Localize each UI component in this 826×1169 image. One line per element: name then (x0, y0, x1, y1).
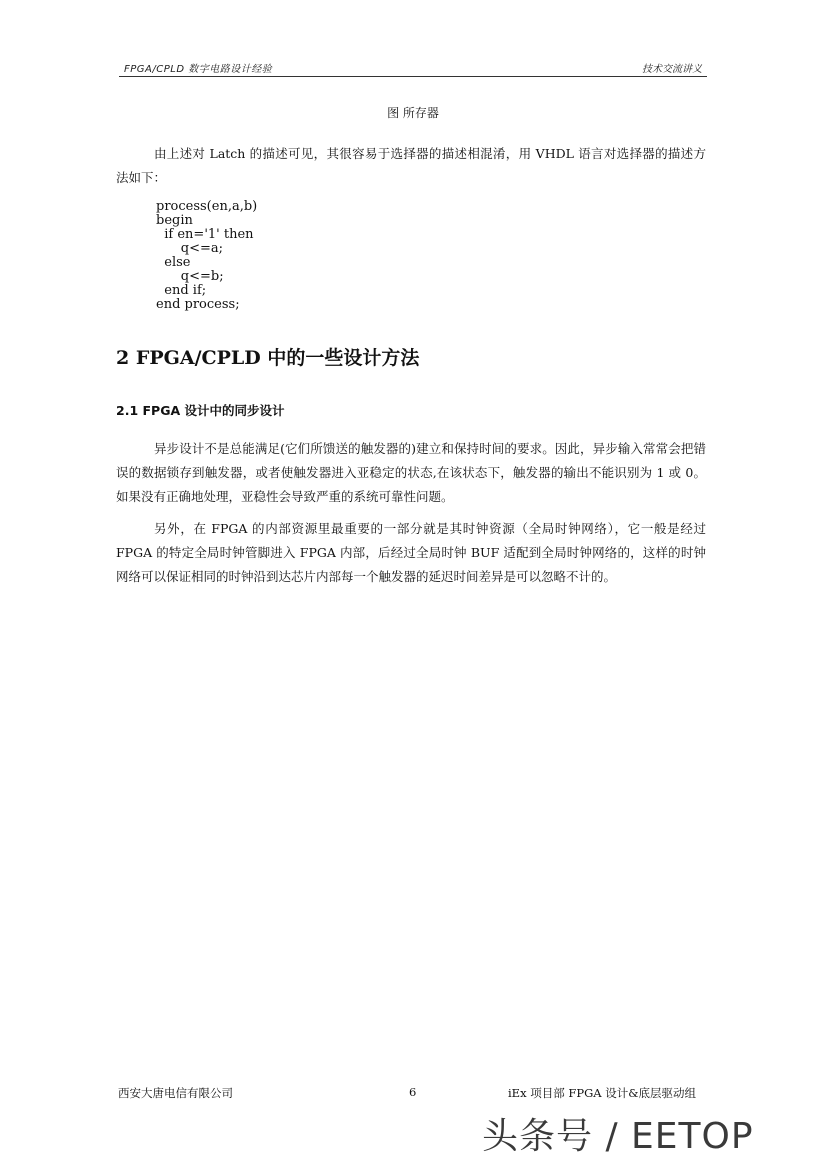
vhdl-code-block: process(en,a,b) begin if en='1' then q<=a; else q<=b; end if; end process; (156, 199, 258, 312)
header-rule (119, 76, 707, 77)
paragraph-latch-description: 由上述对 Latch 的描述可见，其很容易于选择器的描述相混淆，用 VHDL 语言对选择器的描述方法如下： (116, 146, 706, 185)
paragraph-clock-resources: 另外，在 FPGA 的内部资源里最重要的一部分就是其时钟资源（全局时钟网络），它一般是经过 FPGA 的特定全局时钟管脚进入 FPGA 内部，后经过全局时钟 BUF 适配到全局时钟网络的，这样的时钟网络可以保证相同的时钟沿到达芯片内部每一个触发器的延迟时间差异是可以忽略不计的。 (116, 521, 706, 584)
footer-department: iEx 项目部 FPGA 设计&底层驱动组 (508, 1086, 696, 1100)
paragraph-async-design: 异步设计不是总能满足(它们所馈送的触发器的)建立和保持时间的要求。因此，异步输入常常会把错误的数据锁存到触发器，或者使触发器进入亚稳定的状态,在该状态下，触发器的输出不能识别为 1 或 0。如果没有正确地处理，亚稳性会导致严重的系统可靠性问题。 (116, 441, 706, 504)
page-number: 6 (409, 1085, 417, 1099)
subsection-heading: 2.1 FPGA 设计中的同步设计 (116, 403, 285, 418)
section-heading: 2 FPGA/CPLD 中的一些设计方法 (116, 347, 420, 369)
figure-caption: 图 所存器 (387, 106, 439, 120)
watermark: 头条号 / EETOP (482, 1116, 754, 1157)
header-left-title: FPGA/CPLD 数字电路设计经验 (124, 64, 273, 75)
header-right-title: 技术交流讲义 (642, 64, 702, 75)
footer-company: 西安大唐电信有限公司 (118, 1086, 233, 1100)
